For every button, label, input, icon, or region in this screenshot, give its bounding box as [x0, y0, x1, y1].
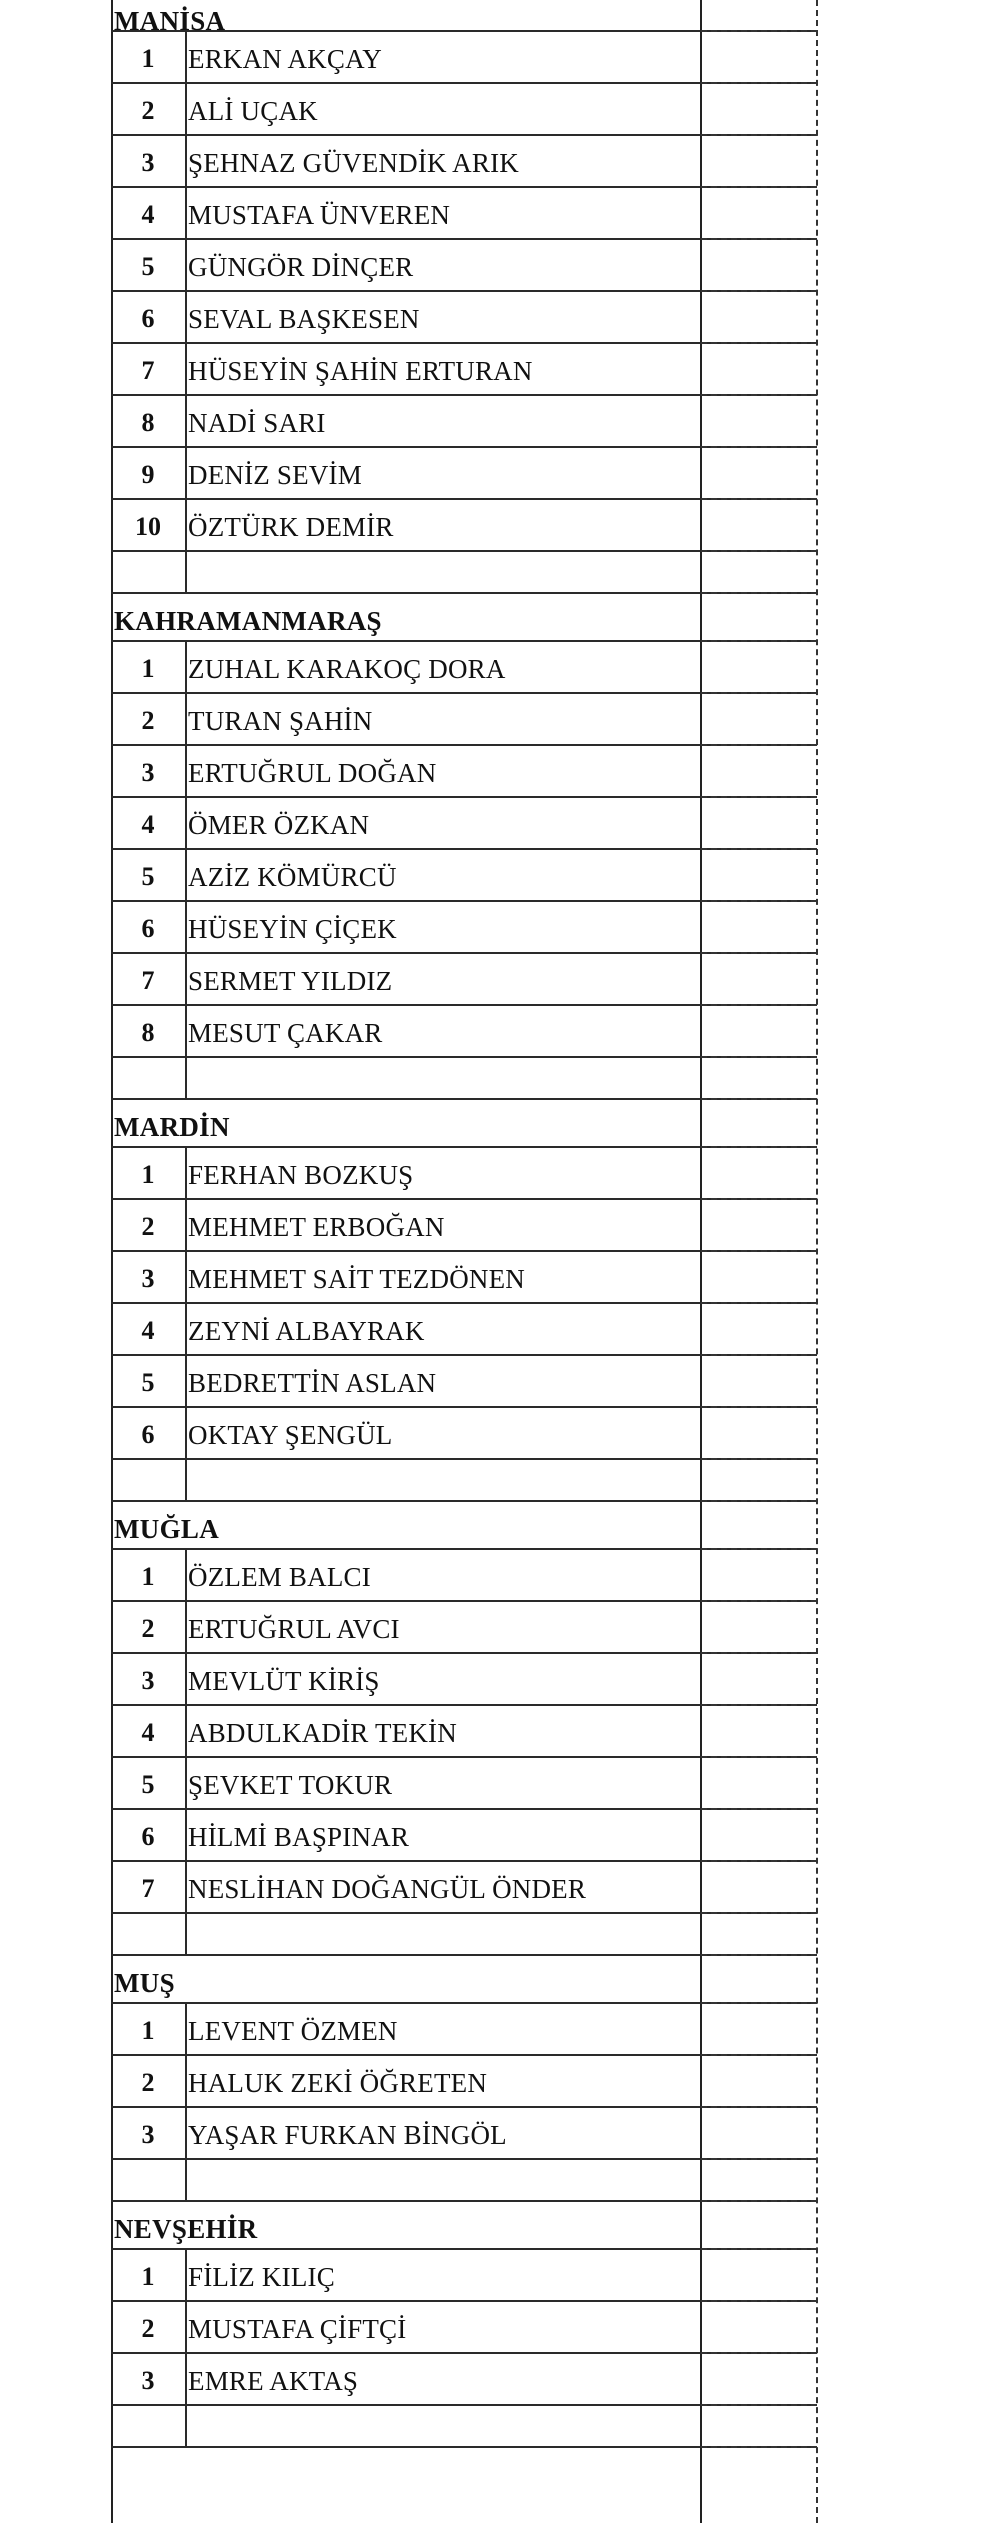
- candidate-row: [111, 1200, 817, 1252]
- candidate-number: 3: [141, 2366, 155, 2395]
- candidate-name: HALUK ZEKİ ÖĞRETEN: [188, 2068, 488, 2098]
- number-cell-divider: [185, 2354, 187, 2404]
- section-header-row: [111, 2202, 817, 2250]
- number-cell-divider: [185, 1706, 187, 1756]
- candidate-number: 6: [141, 914, 155, 943]
- candidate-row: [111, 1706, 817, 1758]
- candidate-name: ALİ UÇAK: [188, 96, 318, 126]
- number-cell-divider: [185, 2302, 187, 2352]
- candidate-row: [111, 240, 817, 292]
- candidate-row: [111, 136, 817, 188]
- candidate-number: 5: [141, 1770, 155, 1799]
- candidate-number: 2: [141, 2314, 155, 2343]
- number-cell-divider: [185, 1862, 187, 1912]
- candidate-name: AZİZ KÖMÜRCÜ: [188, 862, 397, 892]
- number-cell-divider: [185, 136, 187, 186]
- candidate-number: 5: [141, 862, 155, 891]
- candidate-name: NESLİHAN DOĞANGÜL ÖNDER: [188, 1874, 587, 1904]
- candidate-name: ÖZLEM BALCI: [188, 1562, 371, 1592]
- blank-separator-row: [111, 1058, 817, 1100]
- number-cell-divider: [185, 2004, 187, 2054]
- number-cell-divider: [185, 1200, 187, 1250]
- candidate-row: [111, 500, 817, 552]
- candidate-number: 10: [135, 512, 161, 541]
- candidate-number: 5: [141, 252, 155, 281]
- candidate-name: FERHAN BOZKUŞ: [188, 1160, 414, 1190]
- candidate-name: ŞEHNAZ GÜVENDİK ARIK: [188, 148, 519, 178]
- section-header-row: [111, 0, 817, 36]
- candidate-row: [111, 2250, 817, 2302]
- candidate-row: [111, 1810, 817, 1862]
- candidate-row: [111, 1304, 817, 1356]
- candidate-row: [111, 1408, 817, 1460]
- candidate-name: MEVLÜT KİRİŞ: [188, 1666, 380, 1696]
- candidate-number: 2: [141, 706, 155, 735]
- candidate-row: [111, 396, 817, 448]
- number-cell-divider: [185, 1304, 187, 1354]
- candidate-row: [111, 1252, 817, 1304]
- section-header-row: [111, 1956, 817, 2004]
- candidate-row: [111, 798, 817, 850]
- candidate-name: SEVAL BAŞKESEN: [188, 304, 420, 334]
- number-cell-divider: [185, 2160, 187, 2200]
- number-cell-divider: [185, 2406, 187, 2446]
- candidate-name: HİLMİ BAŞPINAR: [188, 1822, 410, 1852]
- number-cell-divider: [185, 396, 187, 446]
- candidate-name: FİLİZ KILIÇ: [188, 2262, 335, 2292]
- candidate-number: 7: [141, 966, 155, 995]
- candidate-name: HÜSEYİN ÇİÇEK: [188, 914, 397, 944]
- candidate-row: [111, 2302, 817, 2354]
- candidate-row: [111, 850, 817, 902]
- candidate-name: MUSTAFA ÇİFTÇİ: [188, 2314, 407, 2344]
- candidate-number: 8: [141, 408, 155, 437]
- section-header-row: [111, 594, 817, 642]
- number-cell-divider: [185, 32, 187, 82]
- candidate-number: 8: [141, 1018, 155, 1047]
- candidate-number: 7: [141, 1874, 155, 1903]
- candidate-table: [111, 0, 817, 2448]
- number-cell-divider: [185, 2250, 187, 2300]
- candidate-name: MESUT ÇAKAR: [188, 1018, 383, 1048]
- candidate-row: [111, 1602, 817, 1654]
- candidate-number: 1: [141, 1562, 155, 1591]
- candidate-number: 9: [141, 460, 155, 489]
- candidate-name: BEDRETTİN ASLAN: [188, 1368, 437, 1398]
- candidate-number: 4: [141, 1316, 155, 1345]
- candidate-row: [111, 32, 817, 84]
- number-cell-divider: [185, 1654, 187, 1704]
- section-title: KAHRAMANMARAŞ: [114, 606, 382, 636]
- candidate-name: DENİZ SEVİM: [188, 460, 362, 490]
- number-cell-divider: [185, 240, 187, 290]
- candidate-row: [111, 2108, 817, 2160]
- candidate-name: MEHMET SAİT TEZDÖNEN: [188, 1264, 525, 1294]
- candidate-number: 6: [141, 304, 155, 333]
- candidate-row: [111, 1654, 817, 1706]
- candidate-name: ERTUĞRUL AVCI: [188, 1614, 400, 1644]
- blank-separator-row: [111, 2406, 817, 2448]
- candidate-number: 3: [141, 1264, 155, 1293]
- section-title: NEVŞEHİR: [114, 2214, 258, 2244]
- number-cell-divider: [185, 500, 187, 550]
- candidate-number: 3: [141, 148, 155, 177]
- candidate-name: GÜNGÖR DİNÇER: [188, 252, 414, 282]
- candidate-number: 3: [141, 758, 155, 787]
- candidate-name: MUSTAFA ÜNVEREN: [188, 200, 451, 230]
- candidate-number: 2: [141, 1212, 155, 1241]
- number-cell-divider: [185, 1006, 187, 1056]
- candidate-number: 4: [141, 200, 155, 229]
- number-cell-divider: [185, 850, 187, 900]
- blank-separator-row: [111, 1914, 817, 1956]
- number-cell-divider: [185, 84, 187, 134]
- number-cell-divider: [185, 746, 187, 796]
- blank-separator-row: [111, 1460, 817, 1502]
- number-cell-divider: [185, 1914, 187, 1954]
- number-cell-divider: [185, 1460, 187, 1500]
- candidate-name: ÖZTÜRK DEMİR: [188, 512, 394, 542]
- candidate-name: ERKAN AKÇAY: [188, 44, 382, 74]
- number-cell-divider: [185, 1602, 187, 1652]
- number-cell-divider: [185, 1758, 187, 1808]
- candidate-number: 2: [141, 1614, 155, 1643]
- candidate-number: 1: [141, 44, 155, 73]
- candidate-row: [111, 1148, 817, 1200]
- candidate-row: [111, 1006, 817, 1058]
- number-cell-divider: [185, 642, 187, 692]
- section-title: MANİSA: [114, 6, 226, 36]
- candidate-name: ZEYNİ ALBAYRAK: [188, 1316, 425, 1346]
- candidate-row: [111, 954, 817, 1006]
- number-cell-divider: [185, 292, 187, 342]
- number-cell-divider: [185, 902, 187, 952]
- number-cell-divider: [185, 1408, 187, 1458]
- number-cell-divider: [185, 694, 187, 744]
- number-cell-divider: [185, 1356, 187, 1406]
- candidate-number: 7: [141, 356, 155, 385]
- candidate-number: 3: [141, 2120, 155, 2149]
- blank-separator-row: [111, 552, 817, 594]
- number-cell-divider: [185, 1058, 187, 1098]
- candidate-number: 4: [141, 1718, 155, 1747]
- candidate-row: [111, 1862, 817, 1914]
- candidate-name: MEHMET ERBOĞAN: [188, 1212, 445, 1242]
- candidate-name: ŞEVKET TOKUR: [188, 1770, 393, 1800]
- candidate-number: 1: [141, 1160, 155, 1189]
- candidate-row: [111, 2056, 817, 2108]
- candidate-row: [111, 1758, 817, 1810]
- candidate-name: ÖMER ÖZKAN: [188, 810, 370, 840]
- candidate-name: TURAN ŞAHİN: [188, 706, 373, 736]
- candidate-name: SERMET YILDIZ: [188, 966, 393, 996]
- candidate-name: ABDULKADİR TEKİN: [188, 1718, 457, 1748]
- candidate-name: LEVENT ÖZMEN: [188, 2016, 398, 2046]
- candidate-row: [111, 1356, 817, 1408]
- candidate-name: NADİ SARI: [188, 408, 326, 438]
- number-cell-divider: [185, 954, 187, 1004]
- candidate-row: [111, 188, 817, 240]
- candidate-number: 6: [141, 1822, 155, 1851]
- number-cell-divider: [185, 188, 187, 238]
- candidate-row: [111, 292, 817, 344]
- candidate-number: 1: [141, 2016, 155, 2045]
- number-cell-divider: [185, 798, 187, 848]
- number-cell-divider: [185, 1252, 187, 1302]
- section-title: MARDİN: [114, 1112, 230, 1142]
- candidate-row: [111, 2354, 817, 2406]
- candidate-number: 4: [141, 810, 155, 839]
- candidate-row: [111, 344, 817, 396]
- blank-separator-row: [111, 2160, 817, 2202]
- candidate-number: 6: [141, 1420, 155, 1449]
- candidate-name: HÜSEYİN ŞAHİN ERTURAN: [188, 356, 533, 386]
- candidate-name: OKTAY ŞENGÜL: [188, 1420, 393, 1450]
- number-cell-divider: [185, 448, 187, 498]
- number-cell-divider: [185, 2056, 187, 2106]
- candidate-row: [111, 1550, 817, 1602]
- section-header-row: [111, 1502, 817, 1550]
- number-cell-divider: [185, 344, 187, 394]
- candidate-name: ZUHAL KARAKOÇ DORA: [188, 654, 506, 684]
- candidate-row: [111, 746, 817, 798]
- number-cell-divider: [185, 1810, 187, 1860]
- candidate-number: 1: [141, 654, 155, 683]
- candidate-number: 2: [141, 2068, 155, 2097]
- section-title: MUĞLA: [114, 1514, 219, 1544]
- number-cell-divider: [185, 2108, 187, 2158]
- candidate-row: [111, 902, 817, 954]
- number-cell-divider: [185, 1550, 187, 1600]
- number-cell-divider: [185, 1148, 187, 1198]
- candidate-row: [111, 448, 817, 500]
- candidate-name: YAŞAR FURKAN BİNGÖL: [188, 2120, 507, 2150]
- candidate-row: [111, 2004, 817, 2056]
- candidate-number: 2: [141, 96, 155, 125]
- candidate-row: [111, 642, 817, 694]
- candidate-number: 3: [141, 1666, 155, 1695]
- section-header-row: [111, 1100, 817, 1148]
- candidate-row: [111, 84, 817, 136]
- candidate-name: ERTUĞRUL DOĞAN: [188, 758, 437, 788]
- candidate-number: 5: [141, 1368, 155, 1397]
- section-title: MUŞ: [114, 1968, 175, 1998]
- candidate-row: [111, 694, 817, 746]
- number-cell-divider: [185, 552, 187, 592]
- candidate-number: 1: [141, 2262, 155, 2291]
- candidate-name: EMRE AKTAŞ: [188, 2366, 359, 2396]
